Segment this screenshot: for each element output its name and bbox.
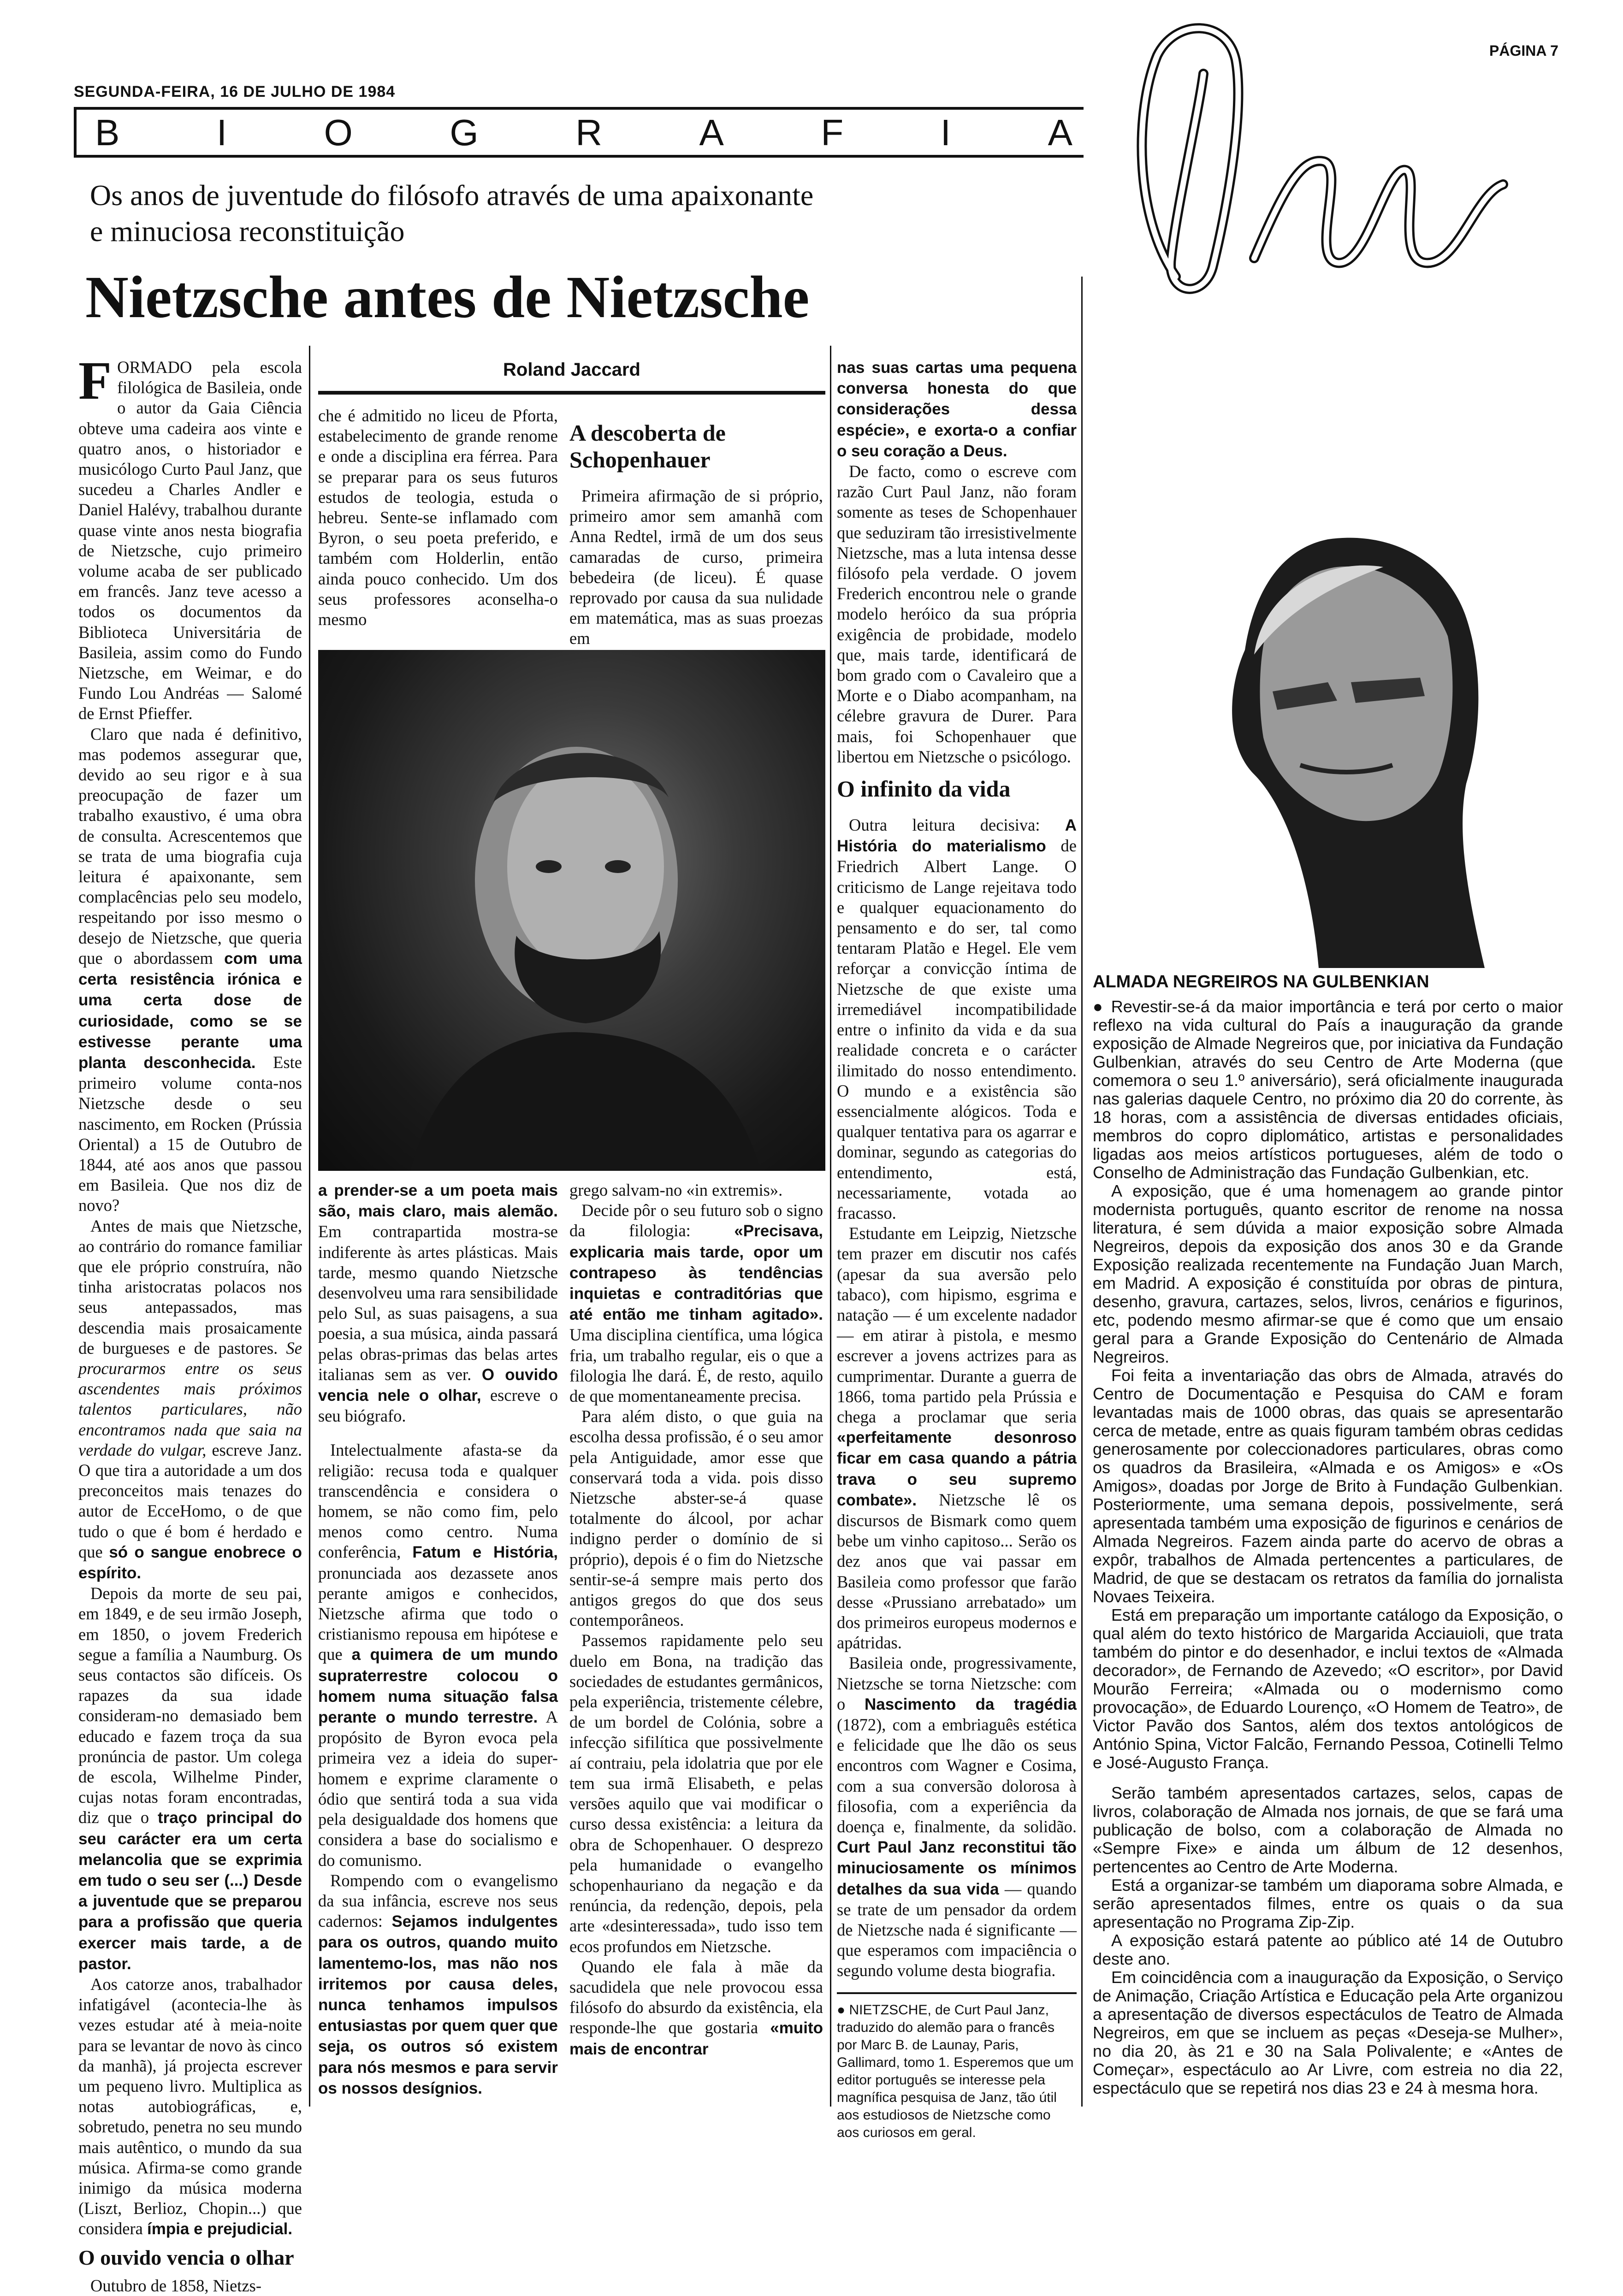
col1-text: Antes de mais que Nietzsche, ao contrário do romance familiar que ele próprio construíra, não tinha aristocratas polacos nos seus antepassados, mas descendia mais prosaicamente de burgueses e de pastores.	[78, 1216, 302, 1358]
section-letter: I	[216, 112, 227, 153]
col1-paragraph: Outubro de 1858, Nietzs-	[90, 2276, 262, 2295]
col3-bold: «muito mais de encontrar	[569, 2019, 823, 2058]
col2-bold: a quimera de um mundo supraterrestre colocou o homem numa situação falsa perante o mundo terrestre.	[318, 1646, 558, 1727]
article-column-2-bottom	[318, 1180, 558, 2097]
subhead-ouvido: O ouvido vencia o olhar	[78, 2245, 294, 2269]
byline: Roland Jaccard	[503, 360, 640, 380]
col1-bold: traço principal do seu carácter era um certa melancolia que se exprimia em tudo o seu ser (...) Desde a juventude que se preparou para a profissão que queria exercer mais tarde, a de pastor.	[78, 1809, 302, 1973]
issue-date: SEGUNDA-FEIRA, 16 DE JULHO DE 1984	[74, 83, 396, 100]
col3-paragraph: Passemos rapidamente pelo seu duelo em Bona, na tradição das sociedades de estudantes germânicos, pela experiência, tristemente célebre, de um bordel de Colónia, sobre a infecção sifilítica que possivelmente aí contraiu, pela idolatria que por ele tem sua irmã Elisabeth, e pelas versões aquilo que vai modificar o curso dessa existência: a leitura da obra de Schopenhauer. O desprezo pela humanidade o evangelho schopenhauriano da negação e da renúncia, da redenção, depois, pela arte «desinteressada», tudo isso tem ecos profundos em Nietzsche.	[569, 1631, 823, 1956]
col4-text: — quando se trate de um pensador da ordem de Nietzsche nada é significante — que esperamos com impaciência o segundo volume desta biografia.	[837, 1879, 1077, 1980]
col4-text: (1872), com a embriaguês estética e felicidade que lhe dão os seus encontros com Wagner e Cosima, com a sua conversão dolorosa à filosofia, com a experiência da doença e, finalmente, da solidão.	[837, 1715, 1077, 1836]
col1-text: Aos catorze anos, trabalhador infatigável (acontecia-lhe às vezes estudar até à meia-noite para se levantar de novo às cinco da manhã), já projecta escrever um pequeno livro. Multiplica as notas autobiográficas, e, sobretudo, penetra no seu mundo mais autêntico, o mundo da sua música. Afirma-se como grande inimigo da música moderna (Liszt, Berlioz, Chopin...) que considera	[78, 1975, 302, 2238]
col3-text: Uma disciplina científica, uma lógica fria, um trabalho regular, eis o que a filologia lhe dará. É, de resto, aquilo de que momentaneamente precisa.	[569, 1325, 823, 1406]
column-rule	[1081, 277, 1083, 2107]
col1-text: Este primeiro volume conta-nos Nietzsche desde o seu nascimento, em Rocken (Prússia Oriental) a 15 de Outubro de 1844, até aos anos que passou em Basileia. Que nos diz de novo?	[78, 1052, 302, 1215]
column-rule	[830, 346, 831, 2107]
col3-paragraph: Primeira afirmação de si próprio, primeiro amor sem amanhã com Anna Redtel, irmã de um dos seus camaradas de curso, primeira bebedeira (de liceu). É quase reprovado por causa da sua nulidade em matemática, mas as suas proezas em	[569, 486, 823, 648]
clip-logo	[1107, 18, 1522, 304]
col2-bold: O ouvido vencia nele o olhar,	[318, 1365, 558, 1405]
kicker	[90, 177, 813, 249]
article-column-4	[837, 357, 1077, 2140]
col3-bold: «Precisava, explicaria mais tarde, opor um contrapeso às tendências inquietas e contraditórias que até então me tinham agitado».	[569, 1222, 823, 1324]
section-letter: O	[324, 112, 353, 153]
section-letter: G	[450, 112, 479, 153]
nietzsche-portrait	[318, 650, 825, 1171]
book-note: ● NIETZSCHE, de Curt Paul Janz, traduzido do alemão para o francês por Marc B. de Launay, Paris, Gallimard, tomo 1. Esperemos que um editor português se interesse pela magnífica pesquisa de Janz, tão útil aos estudiosos de Nietzsche como aos curiosos em geral.	[837, 2002, 1074, 2140]
kicker-line-2: e minuciosa reconstituição	[90, 215, 405, 248]
col4-bold: Nascimento da tragédia	[864, 1695, 1077, 1713]
section-letter: A	[1048, 112, 1072, 153]
sidebar-paragraph: ● Revestir-se-á da maior importância e terá por certo o maior reflexo na vida cultural do País a inauguração da grande exposição de Almade Negreiros que, por iniciativa da Fundação Gulbenkian, através do seu Centro de Arte Moderna (que comemora o seu 1.º aniversário), será oficialmente inaugurada nas galerias daquele Centro, no próximo dia 20 do corrente, às 18 horas, com a assistência de diversas entidades oficiais, membros do copro diplomático, artistas e personalidades ligadas aos meios artísticos portugueses, além de todo o Conselho de Administração das Fundação Gulbenkian, etc.	[1093, 997, 1563, 1182]
col2-paragraph: che é admitido no liceu de Pforta, estabelecimento de grande renome e onde a disciplina era férrea. Para se preparar para os seus futuros estudos de teologia, estuda o hebreu. Sente-se inflamado com Byron, o seu poeta preferido, e também com Holderlin, então ainda pouco conhecido. Um dos seus professores aconselha-o mesmo	[318, 406, 558, 629]
sidebar-paragraph: Está a organizar-se também um diaporama sobre Almada, e serão apresentados filmes, entre os quais o da sua apresentação no Programa Zip-Zip.	[1093, 1876, 1563, 1931]
section-letters	[77, 110, 1091, 156]
sidebar-paragraph: A exposição, que é uma homenagem ao grande pintor modernista português, quanto escritor de renome na nossa literatura, é sem dúvida a maior exposição sobre Almada Negreiros, depois da exposição dos anos 30 e da Grande Exposição realizada recentemente na Fundação Juan March, em Madrid. A exposição é constituída por obras de pintura, desenho, gravura, cartazes, selos, livros, cenários e figurinos, etc, podendo mesmo afirmar-se que é como que um ensaio geral para a Grande Exposição do Centenário de Almada Negreiros.	[1093, 1181, 1563, 1366]
drop-cap: F	[78, 350, 112, 411]
col4-text: Estudante em Leipzig, Nietzsche tem prazer em discutir nos cafés (apesar da sua aversão pelo tabaco), com hipismo, esgrima e natação — é um excelente nadador — em atirar à pistola, e mesmo escrever a jovens actrizes para as cumprimentar. Durante a guerra de 1866, toma partido pela Prússia e chega a proclamar que seria	[837, 1224, 1077, 1426]
col2-text: Em contrapartida mostra-se indiferente às artes plásticas. Mais tarde, mesmo quando Nietzsche desenvolveu uma rara sensibilidade pelo Sul, as suas paisagens, a sua poesia, a sua música, ainda passará pelas obras-primas das belas artes italianas sem as ver.	[318, 1222, 558, 1384]
section-letter: A	[699, 112, 724, 153]
section-letter: I	[940, 112, 951, 153]
col1-text: Claro que nada é definitivo, mas podemos assegurar que, devido ao seu rigor e à sua preocupação de fazer um trabalho exaustivo, é uma obra de consulta. Acrescentemos que se trata de uma biografia cuja leitura é apaixonante, sem complacências pelo seu modelo, respeitando por isso mesmo o desejo de Nietzsche, que queria que o abordassem	[78, 724, 302, 968]
page-number: PÁGINA 7	[1489, 42, 1558, 59]
col1-text: Depois da morte de seu pai, em 1849, e de seu irmão Joseph, em 1850, o jovem Frederich segue a família a Naumburg. Os seus contactos são difíceis. Os rapazes da sua idade consideram-no demasiado bem educado e fazem troça da sua pronúncia de pastor. Um colega de escola, Wilhelme Pinder, cujas notas foram encontradas, diz que o	[78, 1584, 302, 1827]
col1-bold: só o sangue enobrece o espírito.	[78, 1543, 302, 1582]
col2-bold: a prender-se a um poeta mais são, mais claro, mais alemão.	[318, 1181, 558, 1221]
sidebar-column	[1093, 973, 1563, 2111]
portrait-figure-icon	[1088, 452, 1563, 968]
col3-paragraph: Para além disto, o que guia na escolha dessa profissão, é o seu amor pela Antiguidade, amor esse que conservará toda a vida. pois disso Nietzsche abster-se-á quase totalmente do álcool, por achar indigno perder o domínio de si próprio), depois é o fim do Nietzsche sentir-se-á sempre mais perto dos antigos gregos do que dos seus contemporâneos.	[569, 1407, 823, 1630]
sidebar-paragraph: Foi feita a inventariação das obrs de Almada, através do Centro de Documentação e Pesquisa do CAM e foram levantadas mais de 1000 obras, das quais se apresentarão cerca de metade, entre as quais figuram também obras cedidas generosamente por coleccionadores particulares, obras como os quadros da Brasileira, «Almada e os Amigos» e «Os Amigos», doadas por Jorge de Brito à Fundação Gulbenkian. Posteriormente, uma semana depois, possivelmente, será apresentada também uma exposição de figurinos e cenários de Almada Negreiros. Fazem ainda parte do acervo de obras a expôr, trabalhos de Almada pertencentes a particulares, de Madrid, de que se destacam os retratos da família do jornalista Novaes Teixeira.	[1093, 1366, 1563, 1606]
col1-paragraph: ORMADO pela escola filológica de Basileia, onde o autor da Gaia Ciência obteve uma cadeira aos vinte e quatro anos, o historiador e musicólogo Curto Paul Janz, que sucedeu a Charles Andler e Daniel Halévy, trabalhou durante quase vinte anos nesta biografia de Nietzsche, cujo primeiro volume acaba de ser publicado em francês. Janz teve acesso a todos os documentos da Biblioteca Universitária de Basileia, assim como do Fundo Nietzsche, em Weimar, e do Fundo Lou Andréas — Salomé de Ernst Pfieffer.	[78, 358, 302, 723]
article-column-1	[78, 350, 302, 2295]
col4-text: de Friedrich Albert Lange. O criticismo de Lange rejeitava todo e qualquer equacionamento do pensamento e do ser, tal como tentaram Platão e Hegel. Ele vem reforçar a convicção íntima de Nietzsche de que existe uma irremediável incompatibilidade entre o infinito da vida e da sua realidade concreta e o carácter ilimitado do nosso entendimento. O mundo e a existência são essencialmente alógicos. Toda e qualquer tentativa para os agarrar e dominar, segundo as categorias do entendimento, está, necessariamente, votada ao fracasso.	[837, 836, 1077, 1222]
section-letter: F	[821, 112, 844, 153]
sidebar-headline: ALMADA NEGREIROS NA GULBENKIAN	[1093, 972, 1429, 992]
subhead-infinito: O infinito da vida	[837, 776, 1011, 802]
article-column-3-bottom	[569, 1180, 823, 2084]
col4-bold: «perfeitamente desonroso ficar em casa quando a pátria trava o seu supremo combate».	[837, 1428, 1077, 1509]
col3-text: Quando ele fala à mãe da sacudidela que nele provocou essa filósofo do absurdo da existência, ela responde-lhe que gostaria	[569, 1957, 823, 2037]
col3-text: Decide pôr o seu futuro sob o signo da filologia:	[569, 1201, 823, 1240]
col2-text: pronunciada aos dezassete anos perante amigos e conhecidos, Nietzsche afirma que todo o cristianismo repousa em hipótese e que	[318, 1563, 558, 1664]
section-banner	[74, 107, 1084, 158]
article-column-2-top	[318, 406, 558, 645]
paperclip-icon	[1107, 18, 1522, 304]
col3-paragraph: grego salvam-no «in extremis».	[569, 1180, 783, 1199]
col4-bold: nas suas cartas uma pequena conversa honesta do que considerações dessa espécie», e exorta-o a confiar o seu coração a Deus.	[837, 359, 1077, 460]
column-rule	[309, 346, 310, 2107]
byline-rule	[318, 391, 825, 395]
sidebar-paragraph: Serão também apresentados cartazes, selos, capas de livros, colaboração de Almada nos jornais, de que se fará uma publicação de bolso, com a colaboração de Almada no «Sempre Fixe» e ainda um álbum de 12 desenhos, pertencentes ao Centro de Arte Moderna.	[1093, 1783, 1563, 1876]
col2-bold: Fatum e História,	[412, 1543, 558, 1562]
headline: Nietzsche antes de Nietzsche	[85, 264, 810, 331]
sidebar-paragraph: Está em preparação um importante catálogo da Exposição, o qual além do texto histórico de Margarida Acciauioli, que trata também do pintor e do desenhador, e inclui textos de «Almada decorador», de Fernando de Azevedo; «O escritor», por David Mourão Ferreira; «Almada ou o modernismo como provocação», de Eduardo Lourenço, «O Homem de Teatro», de Victor Pavão dos Santos, além dos textos antológicos de António Spina, Victor Falcão, Fernando Pessoa, Cotinelli Telmo e José-Augusto França.	[1093, 1605, 1563, 1772]
sidebar-paragraph: Em coincidência com a inauguração da Exposição, o Serviço de Animação, Criação Artística e Educação pela Arte organizou a apresentação de diversos espectáculos de Teatro de Almada Negreiros, em que se incluem as peças «Deseja-se Mulher», no dia 20, às 21 e 30 na Sala Polivalente; e «Antes de Começar», espectáculo ao Ar Livre, com estreia no dia 22, espectáculo que se repetirá nos dias 23 e 24 à mesma hora.	[1093, 1968, 1563, 2097]
col4-text: Nietzsche lê os discursos de Bismark como quem bebe um vinho capitoso... Serão os dez anos que vai passar em Basileia como professor que farão desse «Prussiano arrebatado» um dos primeiros europeus modernos e apátridas.	[837, 1490, 1077, 1653]
section-letter: R	[575, 112, 602, 153]
col1-italic: Se procurarmos entre os seus ascendentes mais próximos talentos particulares, não encontramos nada que saia na verdade do vulgar,	[78, 1338, 302, 1459]
subhead-schopenhauer: A descoberta de Schopenhauer	[569, 420, 726, 472]
section-letter: B	[95, 112, 120, 153]
col2-text: Rompendo com o evangelismo da sua infância, escreve nos seus cadernos:	[318, 1871, 558, 1931]
col1-bold: ímpia e prejudicial.	[147, 2220, 293, 2238]
note-rule	[837, 1992, 1077, 1994]
col2-text: A propósito de Byron evoca pela primeira vez a ideia do super-homem e exprime claramente o ódio que sentirá toda a sua vida pela desigualdade dos homens que considera a base do socialismo e do comunismo.	[318, 1707, 558, 1870]
col2-bold: Sejamos indulgentes para os outros, quando muito lamentemo-los, mas não nos irritemos por causa deles, nunca tenhamos impulsos entusiastas por quem quer que seja, os outros só existem para nós mesmos e para servir os nossos desígnios.	[318, 1912, 558, 2097]
col2-text: escreve o seu biógrafo.	[318, 1386, 558, 1426]
col2-text: Intelectualmente afasta-se da religião: recusa toda e qualquer transcendência e considera o homem, se não como fim, pelo menos como centro. Numa conferência,	[318, 1440, 558, 1562]
col4-text: Outra leitura decisiva:	[849, 815, 1040, 835]
portrait-figure-icon	[318, 650, 825, 1171]
col4-bold: A História do materialismo	[837, 816, 1077, 856]
sidebar-paragraph: A exposição estará patente ao público até 14 de Outubro deste ano.	[1093, 1931, 1563, 1968]
col1-bold: com uma certa resistência irónica e uma certa dose de curiosidade, como se se estivesse perante uma planta desconhecida.	[78, 949, 302, 1072]
col1-text: escreve Janz. O que tira a autoridade a um dos preconceitos mais tenazes do autor de EcceHomo, o de que tudo o que é bom é herdado e que	[78, 1440, 302, 1561]
col4-text: Basileia onde, progressivamente, Nietzsche se torna Nietzsche: com o	[837, 1653, 1077, 1713]
kicker-line-1: Os anos de juventude do filósofo através de uma apaixonante	[90, 179, 814, 212]
col4-bold: Curt Paul Janz reconstitui tão minuciosamente os mínimos detalhes da sua vida	[837, 1838, 1077, 1898]
almada-portrait	[1088, 452, 1563, 968]
col4-paragraph: De facto, como o escreve com razão Curt Paul Janz, não foram somente as teses de Schopenhauer que seduziram tão irresistivelmente Nietzsche, mas a luta intensa desse filósofo pela verdade. O jovem Frederich encontrou nele o grande modelo heróico da sua própria exigência de probidade, modelo que, mais tarde, identificará de bom grado com o Cavaleiro que a Morte e o Diabo acompanham, na célebre gravura de Durer. Para mais, foi Schopenhauer que libertou em Nietzsche o psicólogo.	[837, 462, 1077, 766]
article-column-3-top	[569, 406, 823, 648]
